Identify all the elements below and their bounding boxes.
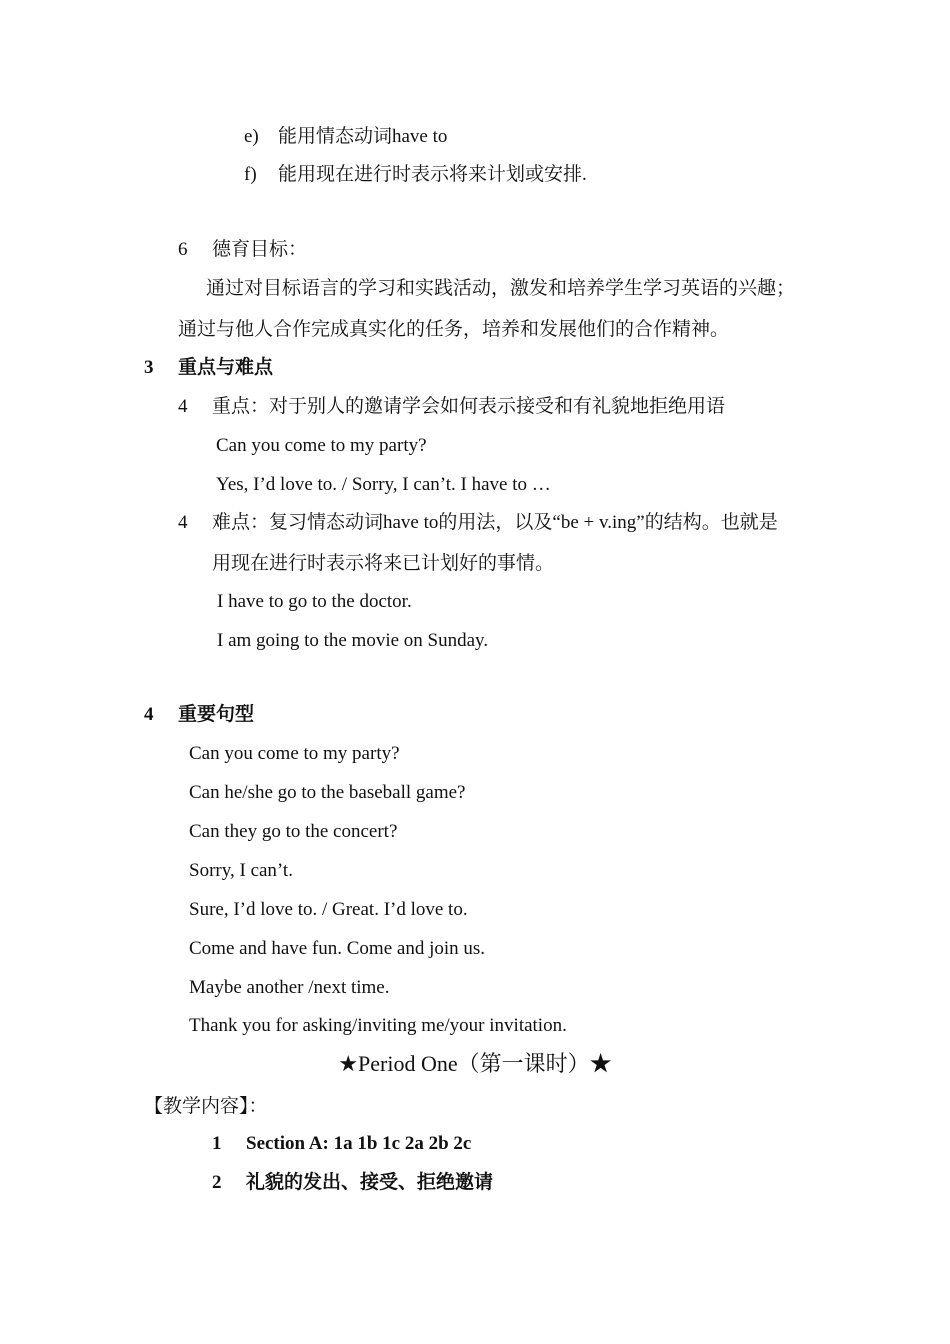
moral-number: 6 bbox=[178, 239, 188, 260]
sentence-pattern: Sure, I’d love to. / Great. I’d love to. bbox=[189, 899, 468, 920]
section-title: 重要句型 bbox=[178, 704, 255, 725]
key-point bbox=[178, 395, 725, 419]
moral-title: 德育目标： bbox=[212, 239, 308, 260]
key-example-1: Can you come to my party? bbox=[216, 435, 427, 456]
content-text: Section A: 1a 1b 1c 2a 2b 2c bbox=[246, 1133, 472, 1154]
content-label: 【教学内容】： bbox=[144, 1096, 268, 1117]
goal-marker: f) bbox=[244, 164, 257, 185]
goal-text: 能用情态动词have to bbox=[278, 126, 448, 147]
moral-heading bbox=[178, 238, 307, 262]
content-item-1 bbox=[212, 1132, 471, 1156]
section-title: 重点与难点 bbox=[178, 357, 274, 378]
difficult-number: 4 bbox=[178, 512, 188, 533]
sentence-pattern: Sorry, I can’t. bbox=[189, 860, 293, 881]
key-example-2: Yes, I’d love to. / Sorry, I can’t. I have to … bbox=[216, 474, 551, 495]
difficult-text: 难点：复习情态动词have to的用法，以及“be + v.ing”的结构。也就是 bbox=[212, 512, 778, 533]
key-text: 重点：对于别人的邀请学会如何表示接受和有礼貌地拒绝用语 bbox=[212, 396, 726, 417]
section-number: 4 bbox=[144, 704, 154, 725]
content-number: 1 bbox=[212, 1133, 222, 1154]
section-4-heading bbox=[144, 703, 254, 727]
sentence-pattern: Thank you for asking/inviting me/your invitation. bbox=[189, 1015, 567, 1036]
content-number: 2 bbox=[212, 1172, 222, 1193]
sentence-pattern: Can you come to my party? bbox=[189, 743, 400, 764]
difficult-example-2: I am going to the movie on Sunday. bbox=[217, 630, 489, 651]
moral-paragraph-2: 通过与他人合作完成真实化的任务，培养和发展他们的合作精神。 bbox=[178, 319, 730, 340]
sentence-pattern: Can they go to the concert? bbox=[189, 821, 398, 842]
content-item-2 bbox=[212, 1171, 493, 1195]
goal-item-e bbox=[244, 125, 447, 149]
period-title: ★Period One（第一课时）★ bbox=[338, 1051, 612, 1076]
difficult-text-continued: 用现在进行时表示将来已计划好的事情。 bbox=[212, 553, 555, 574]
content-text: 礼貌的发出、接受、拒绝邀请 bbox=[246, 1172, 494, 1193]
section-3-heading bbox=[144, 356, 273, 380]
moral-paragraph-1: 通过对目标语言的学习和实践活动，激发和培养学生学习英语的兴趣； bbox=[206, 278, 796, 299]
goal-item-f bbox=[244, 163, 587, 187]
section-number: 3 bbox=[144, 357, 154, 378]
difficult-point bbox=[178, 511, 778, 535]
difficult-example-1: I have to go to the doctor. bbox=[217, 591, 412, 612]
sentence-pattern: Can he/she go to the baseball game? bbox=[189, 782, 466, 803]
sentence-pattern: Come and have fun. Come and join us. bbox=[189, 938, 486, 959]
key-number: 4 bbox=[178, 396, 188, 417]
goal-text: 能用现在进行时表示将来计划或安排. bbox=[278, 164, 587, 185]
sentence-pattern: Maybe another /next time. bbox=[189, 977, 390, 998]
goal-marker: e) bbox=[244, 126, 259, 147]
